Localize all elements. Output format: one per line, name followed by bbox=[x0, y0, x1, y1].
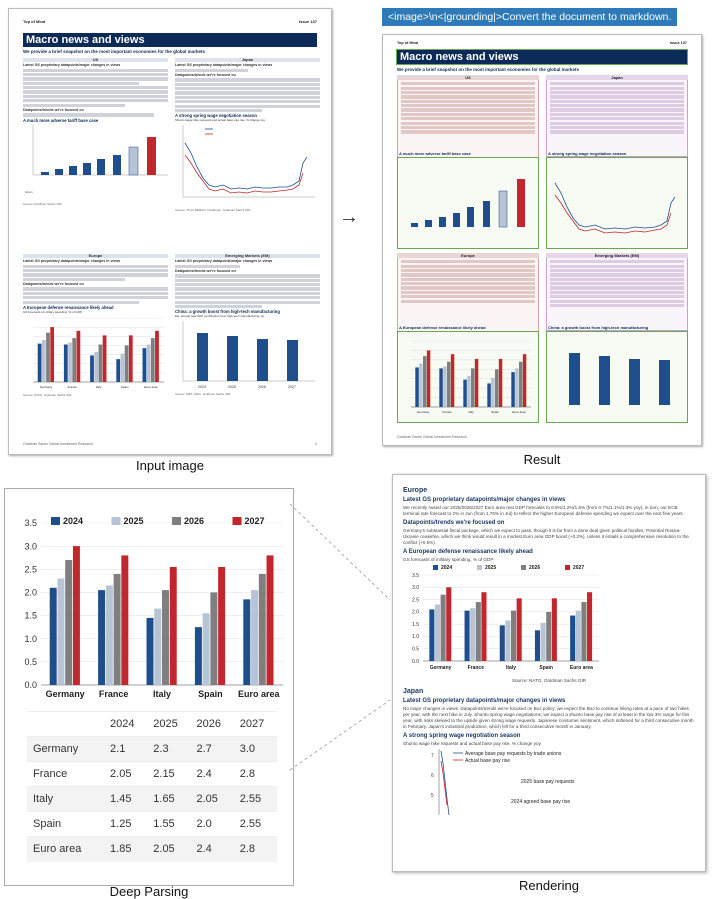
legend-swatch bbox=[233, 517, 242, 525]
bar-germany-2026 bbox=[423, 356, 426, 407]
table-cell: 2.7 bbox=[191, 737, 234, 762]
us-chart-title: A much more adverse tariff base case bbox=[23, 117, 99, 123]
em-section bbox=[175, 254, 320, 396]
bar-france-2025 bbox=[470, 608, 475, 661]
japan-source: Source: JTUC-RENGO, Kaidanren, Goldman Sachs GIR. bbox=[175, 207, 252, 212]
table-cell: 2.0 bbox=[191, 812, 234, 837]
res-em-header: Emerging Markets (EM) bbox=[546, 253, 688, 258]
bar-italy-2024 bbox=[147, 618, 154, 685]
legend-swatch bbox=[172, 517, 181, 525]
bar-euro-area-2027 bbox=[587, 592, 592, 661]
res-subtitle: We provide a brief snapshot on the most important economies for the global markets bbox=[397, 67, 579, 72]
table-row bbox=[27, 787, 277, 812]
bar-france-2025 bbox=[443, 366, 446, 407]
bar-france-2024 bbox=[465, 611, 470, 661]
us-section bbox=[23, 58, 168, 206]
legend-swatch bbox=[477, 565, 482, 570]
bar-euro-area-2027 bbox=[523, 354, 526, 407]
japan-section bbox=[175, 58, 320, 212]
res-us-chart bbox=[405, 165, 535, 235]
doc-top-right: Issue 137 bbox=[298, 19, 317, 24]
render-p4: Shunto wage hike requests and actual base pay rise, % change yoy bbox=[403, 741, 541, 746]
bar-spain-2027 bbox=[218, 567, 225, 685]
bar-spain-2025 bbox=[541, 623, 546, 661]
table-cell: 2.4 bbox=[191, 762, 234, 787]
japan-chart-sub: Shunto wage hike requests and actual base pay rise, % change yoy bbox=[175, 118, 266, 123]
input-document bbox=[8, 8, 332, 455]
table-row bbox=[27, 812, 277, 837]
bar-italy-2025 bbox=[154, 609, 161, 685]
table-row bbox=[27, 837, 277, 862]
table-cell: 2.1 bbox=[104, 737, 147, 762]
bar-france-2025 bbox=[106, 585, 113, 685]
y-tick-label: 2.0 bbox=[412, 609, 419, 616]
japan-header: Japan bbox=[175, 58, 320, 62]
bar-france-2026 bbox=[114, 574, 121, 685]
res-us-header: US bbox=[397, 75, 539, 80]
x-tick-label: Germany bbox=[45, 689, 85, 699]
render-h3: Latest GS proprietary datapoints/major changes in views bbox=[403, 698, 566, 704]
em-year-2: 2025 bbox=[228, 384, 236, 389]
table-cell: 2027 bbox=[234, 712, 277, 737]
bar-spain-2025 bbox=[491, 378, 494, 407]
us-h1: Latest GS proprietary datapoints/major changes in views bbox=[23, 63, 121, 68]
bar-italy-2027 bbox=[517, 598, 522, 661]
y-tick-label: 3.0 bbox=[24, 541, 37, 552]
europe-chart-title: A European defense renaissance likely ahead bbox=[23, 304, 114, 310]
res-europe-header: Europe bbox=[397, 253, 539, 258]
bar-spain-2027 bbox=[552, 598, 557, 661]
em-chart-sub: Est. annual real GDP contribution from high-tech manufacturing, pp bbox=[175, 314, 265, 319]
render-bar-chart bbox=[403, 563, 603, 673]
render-h2: Datapoints/trends we're focused on bbox=[403, 520, 505, 526]
bar-spain-2026 bbox=[546, 612, 551, 661]
arrow-right-icon: → bbox=[339, 206, 359, 228]
bar-spain-2024 bbox=[116, 359, 120, 382]
legend-swatch bbox=[51, 517, 60, 525]
bar-germany-2024 bbox=[415, 367, 418, 407]
legend-label: 2024 bbox=[441, 565, 453, 571]
bar-euro-area-2026 bbox=[519, 362, 522, 407]
table-cell: France bbox=[27, 762, 104, 787]
bar-italy-2027 bbox=[103, 336, 107, 383]
render-ytick-6: 6 bbox=[431, 773, 434, 779]
japan-h1: Latest GS proprietary datapoints/major changes in views bbox=[175, 63, 273, 68]
europe-h2: Datapoints/trends we're focused on bbox=[23, 282, 84, 287]
bar-euro-area-2026 bbox=[581, 602, 586, 661]
bar-germany-2027 bbox=[73, 546, 80, 685]
bar-euro-area-2025 bbox=[515, 368, 518, 407]
doc-footer-right: 2 bbox=[315, 442, 317, 446]
deep-parsing-panel bbox=[4, 488, 294, 886]
table-row bbox=[27, 737, 277, 762]
table-header-row bbox=[27, 712, 277, 737]
res-japan-chart-title: A strong spring wage negotiation season bbox=[548, 151, 627, 156]
render-h4: A strong spring wage negotiation season bbox=[403, 733, 521, 739]
em-year-1: 2024 bbox=[198, 384, 206, 389]
res-top-left: Top of Mind bbox=[397, 41, 419, 45]
bar-spain-2024 bbox=[535, 630, 540, 661]
bar-euro-area-2025 bbox=[251, 590, 258, 685]
japan-chart-title: A strong spring wage negotiation season bbox=[175, 113, 257, 119]
bar-germany-2025 bbox=[419, 364, 422, 407]
bar-italy-2024 bbox=[500, 625, 505, 661]
bar-france-2024 bbox=[439, 368, 442, 407]
res-japan-header: Japan bbox=[546, 75, 688, 80]
bar-euro-area-2026 bbox=[259, 574, 266, 685]
legend-label: 2025 bbox=[123, 517, 144, 526]
y-tick-label: 1.0 bbox=[24, 633, 37, 644]
res-europe-chart bbox=[401, 337, 535, 417]
table-cell: 2.8 bbox=[234, 762, 277, 787]
bar-euro-area-2024 bbox=[143, 348, 147, 382]
x-tick-label: Spain bbox=[539, 665, 554, 671]
rendering-panel bbox=[392, 474, 706, 872]
render-label-2: 2024 agreed base pay rise bbox=[511, 799, 571, 805]
table-cell: 2.55 bbox=[234, 812, 277, 837]
y-tick-label: 2.0 bbox=[24, 587, 37, 598]
bar-france-2025 bbox=[68, 343, 72, 382]
bar-germany-2024 bbox=[429, 609, 434, 661]
bar-france-2024 bbox=[98, 590, 105, 685]
x-tick-label: Germany bbox=[39, 385, 53, 390]
y-tick-label: 2.5 bbox=[412, 597, 419, 604]
bar-germany-2024 bbox=[50, 588, 57, 685]
bar-italy-2027 bbox=[170, 567, 177, 685]
render-p2: Germany's substantial fiscal package, which we expect to pass, though it is far from a done deal given political hurdles. Potential Russia-Ukraine ceasefire, which we think would result in a modest Euro area GDP boost (+0.2%), unless it entails a comprehensive resolution to the conflict (+0.5%). bbox=[403, 528, 689, 545]
legend-label: 2026 bbox=[184, 517, 205, 526]
us-h2: Datapoints/trends we're focused on bbox=[23, 107, 84, 112]
us-header: US bbox=[23, 58, 168, 62]
bar-italy-2026 bbox=[162, 590, 169, 685]
x-tick-label: France bbox=[467, 665, 485, 671]
bar-italy-2026 bbox=[99, 345, 103, 382]
table-cell: 1.85 bbox=[104, 837, 147, 862]
bar-spain-2026 bbox=[125, 346, 129, 383]
render-legend-1: Average base pay requests by trade unions bbox=[465, 751, 562, 757]
legend-label: 2024 bbox=[63, 517, 84, 526]
x-tick-label: Germany bbox=[429, 665, 452, 671]
bar-spain-2025 bbox=[121, 354, 125, 382]
parsed-data-table bbox=[27, 711, 277, 862]
em-header: Emerging Markets (EM) bbox=[175, 254, 320, 258]
bar-spain-2026 bbox=[210, 592, 217, 685]
em-chart-title: China: a growth boost from high-tech manufacturing bbox=[175, 309, 280, 315]
bar-spain-2025 bbox=[203, 613, 210, 685]
em-year-4: 2027 bbox=[288, 384, 296, 389]
table-cell: 2026 bbox=[191, 712, 234, 737]
svg-text:labels: labels bbox=[25, 189, 33, 194]
y-tick-label: 1.0 bbox=[412, 634, 419, 641]
bar-euro-area-2025 bbox=[147, 345, 151, 382]
table-row bbox=[27, 762, 277, 787]
x-tick-label: Spain bbox=[120, 385, 129, 390]
em-h2: Datapoints/trends we're focused on bbox=[175, 268, 236, 273]
bar-spain-2027 bbox=[129, 336, 133, 383]
ocr-prompt: <image>\n<|grounding|>Convert the document to markdown. bbox=[382, 8, 677, 26]
y-tick-label: 3.0 bbox=[412, 585, 419, 592]
table-cell: 2.4 bbox=[191, 837, 234, 862]
bar-italy-2026 bbox=[471, 368, 474, 407]
render-ytick-5: 5 bbox=[431, 793, 434, 799]
bar-euro-area-2026 bbox=[151, 338, 155, 382]
input-image-label: Input image bbox=[136, 458, 204, 473]
y-tick-label: 1.5 bbox=[24, 610, 37, 621]
x-tick-label: Germany bbox=[416, 410, 430, 414]
bar-france-2027 bbox=[451, 354, 454, 407]
y-tick-label: 0.0 bbox=[412, 658, 419, 665]
res-title: Macro news and views bbox=[397, 50, 687, 64]
japan-wage-chart bbox=[175, 123, 320, 207]
bar-france-2026 bbox=[447, 362, 450, 407]
us-source: Source: Goldman Sachs GIR. bbox=[23, 201, 63, 206]
bar-euro-area-2027 bbox=[267, 555, 274, 685]
x-tick-label: France bbox=[67, 385, 77, 390]
y-tick-label: 0.0 bbox=[24, 680, 37, 691]
table-cell: Euro area bbox=[27, 837, 104, 862]
legend-label: 2027 bbox=[573, 565, 585, 571]
bar-euro-area-2024 bbox=[243, 599, 250, 685]
legend-swatch bbox=[433, 565, 438, 570]
bar-germany-2025 bbox=[57, 579, 64, 685]
render-japan-heading: Japan bbox=[403, 688, 424, 695]
connector-lines bbox=[280, 500, 400, 780]
render-wage-chart bbox=[403, 747, 583, 817]
europe-header: Europe bbox=[23, 254, 168, 258]
table-cell: 2.8 bbox=[234, 837, 277, 862]
bar-germany-2026 bbox=[441, 595, 446, 661]
result-document bbox=[382, 34, 702, 446]
bar-france-2026 bbox=[72, 338, 76, 382]
render-label-1: 2025 base pay requests bbox=[521, 779, 575, 785]
parsed-bar-chart bbox=[11, 517, 287, 707]
doc-title: Macro news and views bbox=[23, 33, 317, 47]
y-tick-label: 0.5 bbox=[24, 657, 37, 668]
y-tick-label: 0.5 bbox=[412, 646, 419, 653]
legend-swatch bbox=[112, 517, 121, 525]
res-footer-left: Goldman Sachs Global Investment Research bbox=[397, 435, 468, 439]
bar-euro-area-2024 bbox=[511, 372, 514, 407]
table-cell: 3.0 bbox=[234, 737, 277, 762]
bar-italy-2027 bbox=[475, 359, 478, 407]
bar-spain-2024 bbox=[487, 383, 490, 407]
y-tick-label: 3.5 bbox=[412, 572, 419, 579]
res-em-chart bbox=[551, 339, 683, 415]
bar-italy-2026 bbox=[511, 611, 516, 661]
em-source: Source: NBS, CEIC, Goldman Sachs GIR. bbox=[175, 391, 232, 396]
table-cell: 2024 bbox=[104, 712, 147, 737]
render-europe-heading: Europe bbox=[403, 487, 428, 494]
bar-italy-2025 bbox=[94, 352, 98, 382]
table-cell: Italy bbox=[27, 787, 104, 812]
us-tariff-chart bbox=[23, 123, 168, 201]
render-source: Source: NATO, Goldman Sachs GIR bbox=[511, 678, 587, 683]
table-cell: 2.15 bbox=[147, 762, 190, 787]
bar-germany-2026 bbox=[46, 333, 50, 382]
bar-germany-2027 bbox=[50, 327, 54, 382]
doc-top-left: Top of Mind bbox=[23, 19, 46, 24]
x-tick-label: France bbox=[98, 689, 129, 699]
europe-mini-chart bbox=[23, 314, 168, 392]
render-legend-2: Actual base pay rise bbox=[465, 758, 511, 764]
table-cell: 1.25 bbox=[104, 812, 147, 837]
bar-spain-2024 bbox=[195, 627, 202, 685]
table-cell: 2025 bbox=[147, 712, 190, 737]
bar-france-2027 bbox=[121, 555, 128, 685]
x-tick-label: Spain bbox=[491, 410, 499, 414]
render-chart-sub: GS forecasts of military spending, % of GDP bbox=[403, 557, 494, 562]
deep-parsing-label: Deep Parsing bbox=[109, 884, 189, 899]
legend-label: 2026 bbox=[529, 565, 541, 571]
bar-spain-2026 bbox=[495, 369, 498, 407]
x-tick-label: Euro area bbox=[144, 385, 158, 390]
bar-italy-2024 bbox=[463, 380, 466, 407]
legend-label: 2027 bbox=[244, 517, 265, 526]
bar-euro-area-2024 bbox=[570, 616, 575, 661]
table-cell bbox=[27, 712, 104, 737]
table-cell: Germany bbox=[27, 737, 104, 762]
table-cell: 2.55 bbox=[234, 787, 277, 812]
europe-chart-sub: GS forecasts of military spending, % of GDP bbox=[23, 310, 83, 314]
legend-swatch bbox=[565, 565, 570, 570]
res-top-right: Issue 137 bbox=[669, 41, 687, 45]
japan-h2: Datapoints/trends we're focused on bbox=[175, 72, 236, 77]
table-cell: 1.45 bbox=[104, 787, 147, 812]
bar-italy-2025 bbox=[467, 376, 470, 407]
result-label: Result bbox=[523, 452, 561, 467]
bar-france-2027 bbox=[76, 331, 80, 382]
table-cell: 2.05 bbox=[104, 762, 147, 787]
table-cell: 2.05 bbox=[147, 837, 190, 862]
x-tick-label: Euro area bbox=[512, 410, 526, 414]
bar-germany-2027 bbox=[427, 350, 430, 407]
y-tick-label: 3.5 bbox=[24, 518, 37, 529]
table-cell: 2.3 bbox=[147, 737, 190, 762]
table-cell: 2.05 bbox=[191, 787, 234, 812]
table-cell: 1.55 bbox=[147, 812, 190, 837]
table-cell: 1.65 bbox=[147, 787, 190, 812]
x-tick-label: France bbox=[442, 410, 452, 414]
x-tick-label: Italy bbox=[468, 410, 474, 414]
bar-euro-area-2025 bbox=[576, 611, 581, 661]
render-ytick-7: 7 bbox=[431, 753, 434, 759]
bar-germany-2026 bbox=[65, 560, 72, 685]
render-p3: No major changes in views. Datapoints/trends we're focused on BoJ policy; we expect the BoJ to continue hiking rates at a pace of two hikes per year, with the next hike in July. Shunto spring wage negotiations; we expect a shunto base pay rise of at least in the low 3% range for this year, with risks skewed to the upside given strong wage requests. Japanese consumer sentiment, which softened for a third consecutive month in February. Japan's industrial production, which fell for a third consecutive month in January. bbox=[403, 706, 694, 729]
table-cell: Spain bbox=[27, 812, 104, 837]
res-europe-chart-title: A European defense renaissance likely ahead bbox=[399, 325, 486, 330]
y-tick-label: 1.5 bbox=[412, 621, 419, 628]
europe-h1: Latest GS proprietary datapoints/major changes in views bbox=[23, 259, 121, 264]
x-tick-label: Italy bbox=[505, 665, 517, 671]
x-tick-label: Italy bbox=[95, 385, 102, 390]
em-year-3: 2026 bbox=[258, 384, 266, 389]
render-chart-title: A European defense renaissance likely ahead bbox=[403, 549, 533, 555]
bar-germany-2024 bbox=[38, 344, 42, 382]
render-p1: We recently raised our 2025/2026/2027 Euro area real GDP forecasts to 0.9%/1.2%/1.6% (from 0.7%/1.1%/1.3% yoy), in turn, our ECB terminal rate forecast to 2% in Jun (from 1.75% in Jul) to reflect the higher European defense spending we expect over the next few years. bbox=[403, 505, 684, 516]
bar-france-2024 bbox=[64, 345, 68, 382]
res-us-chart-title: A much more adverse tariff base case bbox=[399, 151, 471, 156]
x-tick-label: Italy bbox=[152, 689, 172, 699]
bar-france-2027 bbox=[481, 592, 486, 661]
x-tick-label: Euro area bbox=[238, 689, 280, 699]
x-tick-label: Spain bbox=[198, 689, 223, 699]
res-em-chart-title: China: a growth boost from high-tech manufacturing bbox=[548, 325, 649, 330]
res-japan-chart bbox=[551, 163, 683, 243]
em-h1: Latest GS proprietary datapoints/major changes in views bbox=[175, 259, 273, 264]
doc-subtitle: We provide a brief snapshot on the most important economies for the global markets bbox=[23, 49, 205, 54]
bar-france-2026 bbox=[476, 602, 481, 661]
legend-swatch bbox=[521, 565, 526, 570]
x-tick-label: Euro area bbox=[569, 665, 593, 671]
bar-germany-2025 bbox=[42, 340, 46, 382]
render-h1: Latest GS proprietary datapoints/major changes in views bbox=[403, 497, 566, 503]
europe-source: Source: NATO, Goldman Sachs GIR. bbox=[23, 393, 73, 398]
y-tick-label: 2.5 bbox=[24, 564, 37, 575]
em-china-chart bbox=[175, 319, 320, 391]
bar-spain-2027 bbox=[499, 359, 502, 407]
bar-germany-2025 bbox=[435, 604, 440, 661]
europe-section bbox=[23, 254, 168, 398]
doc-footer-left: Goldman Sachs Global Investment Research bbox=[23, 442, 94, 446]
legend-label: 2025 bbox=[485, 565, 497, 571]
bar-germany-2027 bbox=[446, 587, 451, 661]
bar-italy-2025 bbox=[505, 620, 510, 661]
bar-euro-area-2027 bbox=[155, 331, 159, 382]
bar-italy-2024 bbox=[90, 356, 94, 383]
rendering-label: Rendering bbox=[519, 878, 579, 893]
